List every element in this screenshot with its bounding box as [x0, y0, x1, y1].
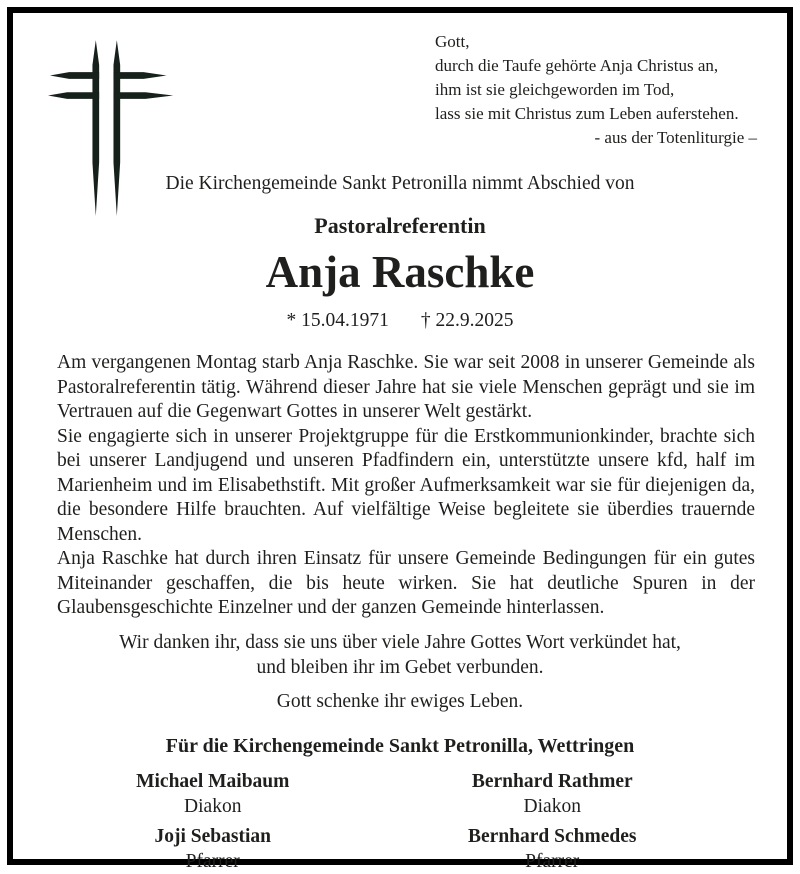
- life-dates: [13, 309, 787, 333]
- death-date: † 22.9.2025: [420, 310, 514, 331]
- signature-column-right: [383, 769, 723, 874]
- intro-line: Die Kirchengemeinde Sankt Petronilla nimmt Abschied von: [165, 173, 635, 194]
- cross-icon: [48, 38, 178, 220]
- signatory-title: Pfarrer: [185, 850, 240, 872]
- obituary-card: [7, 7, 793, 872]
- signatory-title: Diakon: [523, 795, 581, 817]
- thanks-line: und bleiben ihr im Gebet verbunden.: [256, 656, 544, 678]
- thanks-line: Wir danken ihr, dass sie uns über viele Jahre Gottes Wort verkündet hat,: [119, 631, 681, 653]
- thanks-text: [13, 630, 787, 680]
- signatory-name: Bernhard Schmedes: [468, 825, 637, 847]
- signatory-name: Michael Maibaum: [136, 770, 290, 792]
- signature-grid: [43, 769, 722, 874]
- prayer-line: ihm ist sie gleichgeworden im Tod,: [435, 80, 675, 99]
- deceased-role: Pastoralreferentin: [314, 213, 486, 238]
- signatory-name: Joji Sebastian: [154, 825, 271, 847]
- prayer-line: lass sie mit Christus zum Leben auferstehen.: [435, 104, 739, 123]
- signature-heading: Für die Kirchengemeinde Sankt Petronilla, Wettringen: [165, 734, 635, 757]
- opening-prayer: [435, 30, 757, 150]
- signatory: [383, 824, 723, 874]
- signatory: [43, 769, 383, 819]
- prayer-line: Gott,: [435, 32, 470, 51]
- obituary-text: [57, 351, 755, 621]
- signatory: [43, 824, 383, 874]
- prayer-attribution: - aus der Totenliturgie –: [594, 128, 757, 147]
- obituary-paragraph: Anja Raschke hat durch ihren Einsatz für unsere Gemeinde Bedingungen für ein gutes Miteinander geschaffen, die bis heute wirken. Sie hat deutliche Spuren in der Glaubensgeschichte Einzelner und der ganzen Gemeinde hinterlassen.: [57, 548, 755, 618]
- obituary-paragraph: Sie engagierte sich in unserer Projektgruppe für die Erstkommunionkinder, brachte sich bei unserer Landjugend und unseren Pfadfindern ein, unterstützte unsere kfd, half im Marienheim und im Elisabethstift. Mit großer Aufmerksamkeit war sie für diejenigen da, die besondere Hilfe brauchten. Auf vielfältige Weise begleitete sie überdies trauernde Menschen.: [57, 425, 755, 545]
- signatory-title: Diakon: [184, 795, 242, 817]
- signatory-name: Bernhard Rathmer: [471, 770, 633, 792]
- signatory-title: Pfarrer: [525, 850, 580, 872]
- deceased-name: Anja Raschke: [265, 247, 535, 297]
- birth-date: * 15.04.1971: [286, 310, 389, 331]
- signature-column-left: [43, 769, 383, 874]
- prayer-line: durch die Taufe gehörte Anja Christus an,: [435, 56, 719, 75]
- obituary-paragraph: Am vergangenen Montag starb Anja Raschke. Sie war seit 2008 in unserer Gemeinde als Pastoralreferentin tätig. Während dieser Jahre hat sie viele Menschen geprägt und sie im Vertrauen auf die Gegenwart Gottes in unserer Welt gestärkt.: [57, 352, 755, 422]
- blessing-line: Gott schenke ihr ewiges Leben.: [276, 690, 524, 712]
- signatory: [383, 769, 723, 819]
